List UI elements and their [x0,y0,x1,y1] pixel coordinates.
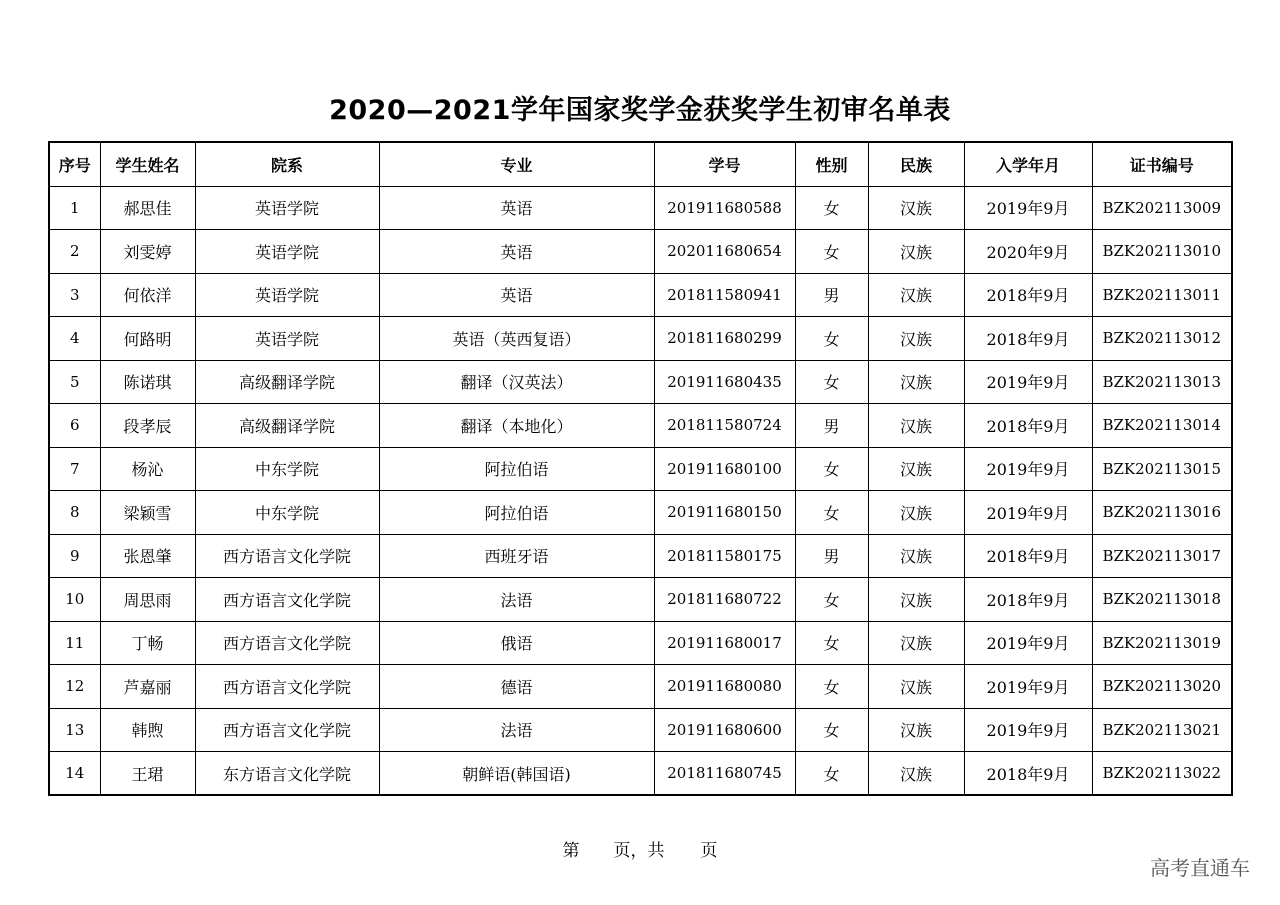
cell-certificate: BZK202113015 [1092,447,1232,491]
cell-enrollment: 2018年9月 [964,578,1092,622]
cell-certificate: BZK202113019 [1092,621,1232,665]
table-row [49,404,1232,448]
cell-gender: 女 [795,360,868,404]
cell-department: 西方语言文化学院 [195,534,379,578]
cell-student-id: 201811580175 [654,534,795,578]
cell-enrollment: 2019年9月 [964,186,1092,230]
cell-gender: 女 [795,708,868,752]
cell-certificate: BZK202113011 [1092,273,1232,317]
cell-index: 5 [49,360,100,404]
cell-index: 10 [49,578,100,622]
cell-major: 法语 [379,578,654,622]
cell-student-id: 201911680435 [654,360,795,404]
table-row [49,534,1232,578]
cell-department: 中东学院 [195,447,379,491]
table-row [49,665,1232,709]
cell-ethnicity: 汉族 [868,534,964,578]
cell-major: 英语 [379,186,654,230]
table-row [49,447,1232,491]
cell-student-id: 201811580941 [654,273,795,317]
page-mid: 页，共 [613,841,665,861]
cell-department: 西方语言文化学院 [195,621,379,665]
cell-name: 芦嘉丽 [100,665,195,709]
cell-gender: 女 [795,578,868,622]
table-row [49,230,1232,274]
cell-ethnicity: 汉族 [868,752,964,796]
page-title: 2020—2021学年国家奖学金获奖学生初审名单表 [329,95,951,126]
cell-index: 8 [49,491,100,535]
cell-index: 2 [49,230,100,274]
cell-student-id: 201811680722 [654,578,795,622]
cell-department: 英语学院 [195,230,379,274]
cell-name: 刘雯婷 [100,230,195,274]
col-header-index: 序号 [49,142,100,186]
cell-department: 西方语言文化学院 [195,708,379,752]
cell-department: 西方语言文化学院 [195,578,379,622]
cell-name: 梁颖雪 [100,491,195,535]
cell-department: 英语学院 [195,317,379,361]
cell-student-id: 201811680299 [654,317,795,361]
cell-student-id: 201811680745 [654,752,795,796]
col-header-major: 专业 [379,142,654,186]
cell-certificate: BZK202113010 [1092,230,1232,274]
table-row [49,273,1232,317]
table-body [49,186,1232,795]
cell-enrollment: 2018年9月 [964,404,1092,448]
table-row [49,360,1232,404]
col-header-enrollment: 入学年月 [964,142,1092,186]
cell-gender: 女 [795,186,868,230]
cell-department: 高级翻译学院 [195,404,379,448]
page-footer [0,836,1280,861]
cell-certificate: BZK202113018 [1092,578,1232,622]
cell-name: 何路明 [100,317,195,361]
cell-enrollment: 2019年9月 [964,621,1092,665]
cell-gender: 女 [795,447,868,491]
cell-name: 王珺 [100,752,195,796]
table-row [49,186,1232,230]
table-row [49,752,1232,796]
cell-certificate: BZK202113013 [1092,360,1232,404]
cell-student-id: 202011680654 [654,230,795,274]
scholarship-table [48,141,1233,796]
cell-enrollment: 2019年9月 [964,491,1092,535]
cell-student-id: 201811580724 [654,404,795,448]
cell-major: 翻译（汉英法） [379,360,654,404]
table-row [49,317,1232,361]
cell-enrollment: 2019年9月 [964,447,1092,491]
cell-index: 3 [49,273,100,317]
cell-ethnicity: 汉族 [868,578,964,622]
cell-department: 高级翻译学院 [195,360,379,404]
watermark-text: 高考直通车 [1150,856,1250,880]
cell-gender: 男 [795,404,868,448]
cell-major: 英语（英西复语） [379,317,654,361]
cell-enrollment: 2018年9月 [964,752,1092,796]
table-row [49,578,1232,622]
cell-gender: 女 [795,491,868,535]
cell-ethnicity: 汉族 [868,230,964,274]
cell-major: 俄语 [379,621,654,665]
cell-ethnicity: 汉族 [868,186,964,230]
col-header-name: 学生姓名 [100,142,195,186]
cell-major: 英语 [379,230,654,274]
cell-gender: 女 [795,752,868,796]
cell-major: 法语 [379,708,654,752]
cell-name: 张恩肇 [100,534,195,578]
cell-department: 东方语言文化学院 [195,752,379,796]
cell-index: 13 [49,708,100,752]
cell-gender: 男 [795,534,868,578]
cell-ethnicity: 汉族 [868,360,964,404]
cell-name: 郝思佳 [100,186,195,230]
cell-gender: 女 [795,230,868,274]
cell-index: 12 [49,665,100,709]
cell-gender: 女 [795,665,868,709]
cell-certificate: BZK202113020 [1092,665,1232,709]
cell-certificate: BZK202113009 [1092,186,1232,230]
cell-index: 9 [49,534,100,578]
cell-certificate: BZK202113022 [1092,752,1232,796]
cell-student-id: 201911680080 [654,665,795,709]
cell-enrollment: 2019年9月 [964,665,1092,709]
cell-certificate: BZK202113014 [1092,404,1232,448]
cell-enrollment: 2018年9月 [964,317,1092,361]
table-row [49,621,1232,665]
cell-department: 英语学院 [195,186,379,230]
cell-gender: 女 [795,317,868,361]
cell-ethnicity: 汉族 [868,621,964,665]
cell-enrollment: 2019年9月 [964,360,1092,404]
cell-index: 7 [49,447,100,491]
cell-name: 韩煦 [100,708,195,752]
col-header-certificate: 证书编号 [1092,142,1232,186]
cell-certificate: BZK202113021 [1092,708,1232,752]
table-header-row [49,142,1232,186]
cell-student-id: 201911680600 [654,708,795,752]
cell-index: 14 [49,752,100,796]
cell-student-id: 201911680150 [654,491,795,535]
cell-certificate: BZK202113017 [1092,534,1232,578]
cell-enrollment: 2018年9月 [964,273,1092,317]
cell-name: 陈诺琪 [100,360,195,404]
cell-department: 中东学院 [195,491,379,535]
cell-major: 朝鲜语(韩国语) [379,752,654,796]
page-prefix: 第 [562,841,580,861]
cell-ethnicity: 汉族 [868,447,964,491]
cell-ethnicity: 汉族 [868,491,964,535]
table-row [49,708,1232,752]
cell-major: 德语 [379,665,654,709]
cell-ethnicity: 汉族 [868,404,964,448]
cell-ethnicity: 汉族 [868,708,964,752]
cell-student-id: 201911680588 [654,186,795,230]
cell-student-id: 201911680017 [654,621,795,665]
cell-name: 周思雨 [100,578,195,622]
cell-index: 11 [49,621,100,665]
cell-major: 英语 [379,273,654,317]
cell-department: 英语学院 [195,273,379,317]
col-header-department: 院系 [195,142,379,186]
col-header-gender: 性别 [795,142,868,186]
col-header-student-id: 学号 [654,142,795,186]
cell-enrollment: 2018年9月 [964,534,1092,578]
cell-major: 阿拉伯语 [379,447,654,491]
cell-name: 何依洋 [100,273,195,317]
cell-name: 丁畅 [100,621,195,665]
cell-enrollment: 2019年9月 [964,708,1092,752]
cell-name: 段孝辰 [100,404,195,448]
cell-enrollment: 2020年9月 [964,230,1092,274]
cell-ethnicity: 汉族 [868,665,964,709]
cell-major: 翻译（本地化） [379,404,654,448]
cell-department: 西方语言文化学院 [195,665,379,709]
cell-name: 杨沁 [100,447,195,491]
cell-certificate: BZK202113012 [1092,317,1232,361]
page-suffix: 页 [700,841,718,861]
cell-gender: 男 [795,273,868,317]
cell-index: 1 [49,186,100,230]
col-header-ethnicity: 民族 [868,142,964,186]
cell-ethnicity: 汉族 [868,273,964,317]
cell-major: 西班牙语 [379,534,654,578]
cell-certificate: BZK202113016 [1092,491,1232,535]
cell-major: 阿拉伯语 [379,491,654,535]
cell-ethnicity: 汉族 [868,317,964,361]
cell-gender: 女 [795,621,868,665]
cell-index: 6 [49,404,100,448]
cell-student-id: 201911680100 [654,447,795,491]
table-row [49,491,1232,535]
cell-index: 4 [49,317,100,361]
